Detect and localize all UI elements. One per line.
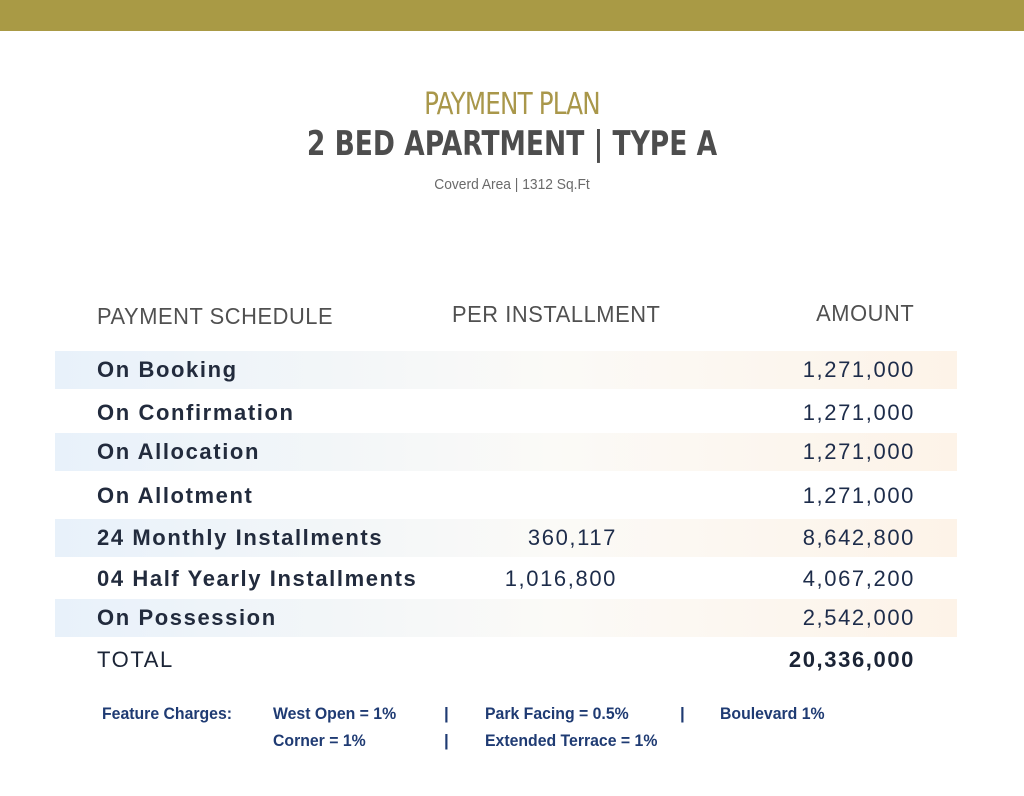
row-installment: 360,117 <box>527 525 617 550</box>
row-amount: 1,271,000 <box>802 483 915 508</box>
feature-corner: Corner = 1% <box>273 731 366 750</box>
feature-separator: | <box>444 731 449 750</box>
table-row-monthly-installments <box>55 519 957 557</box>
row-amount: 8,642,800 <box>802 525 915 550</box>
row-amount: 1,271,000 <box>802 439 915 464</box>
table-row-total <box>55 641 957 679</box>
column-header-schedule: PAYMENT SCHEDULE <box>97 303 334 329</box>
row-amount: 2,542,000 <box>802 605 915 630</box>
feature-west-open: West Open = 1% <box>273 704 397 723</box>
table-row-half-yearly-installments <box>55 560 957 598</box>
row-label: On Confirmation <box>97 400 295 425</box>
row-amount: 1,271,000 <box>802 357 915 382</box>
feature-boulevard: Boulevard 1% <box>720 704 825 723</box>
covered-area-text: Coverd Area | 1312 Sq.Ft <box>434 176 590 193</box>
row-label: On Possession <box>97 605 277 630</box>
table-row-on-booking <box>55 351 957 389</box>
feature-separator: | <box>444 704 449 723</box>
table-row-on-allotment <box>55 477 957 515</box>
apartment-type-title: 2 BED APARTMENT | TYPE A <box>306 124 718 164</box>
column-header-per-installment: PER INSTALLMENT <box>452 301 661 327</box>
total-label: TOTAL <box>97 647 174 672</box>
top-accent-bar <box>0 0 1024 31</box>
table-row-on-confirmation <box>55 394 957 432</box>
row-label: On Allocation <box>97 439 260 464</box>
table-row-on-possession <box>55 599 957 637</box>
row-label: 24 Monthly Installments <box>97 525 384 550</box>
feature-park-facing: Park Facing = 0.5% <box>485 704 629 723</box>
row-label: 04 Half Yearly Installments <box>97 566 418 591</box>
row-label: On Booking <box>97 357 238 382</box>
feature-separator: | <box>680 704 685 723</box>
table-row-on-allocation <box>55 433 957 471</box>
title-block <box>0 86 1024 193</box>
row-amount: 1,271,000 <box>802 400 915 425</box>
feature-charges-label: Feature Charges: <box>102 704 233 723</box>
row-amount: 4,067,200 <box>802 566 915 591</box>
row-installment: 1,016,800 <box>504 566 617 591</box>
feature-extended-terrace: Extended Terrace = 1% <box>485 731 658 750</box>
row-label: On Allotment <box>97 483 254 508</box>
column-header-amount: AMOUNT <box>815 300 914 326</box>
plan-title: PAYMENT PLAN <box>424 87 600 122</box>
total-amount: 20,336,000 <box>788 647 915 672</box>
